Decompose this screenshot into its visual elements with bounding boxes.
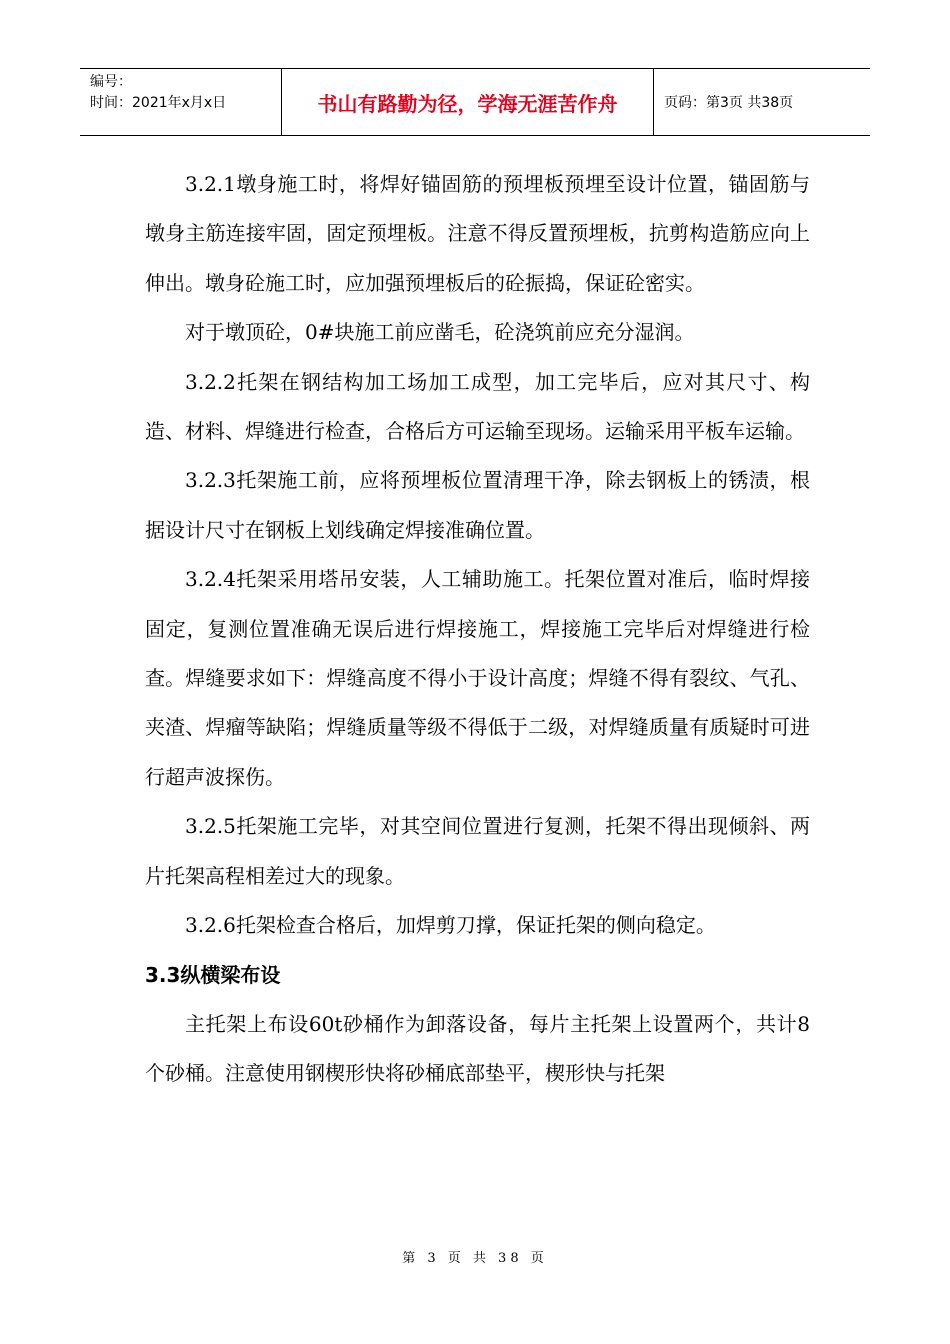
paragraph-3-2-4: 3.2.4托架采用塔吊安装，人工辅助施工。托架位置对准后，临时焊接固定，复测位置准确无误后进行焊接施工，焊接施工完毕后对焊缝进行检查。焊缝要求如下：焊缝高度不得小于设计高度；焊缝不得有裂纹、气孔、夹渣、焊瘤等缺陷；焊缝质量等级不得低于二级，对焊缝质量有质疑时可进行超声波探伤。 [145,567,810,789]
paragraph-3-2-1: 3.2.1墩身施工时，将焊好锚固筋的预埋板预埋至设计位置，锚固筋与墩身主筋连接牢固，固定预埋板。注意不得反置预埋板，抗剪构造筋应向上伸出。墩身砼施工时，应加强预埋板后的砼振捣，保证砼密实。 [145,172,810,295]
document-time-label: 时间：2021年x月x日 [90,95,227,111]
paragraph-pier-top: 对于墩顶砼，0#块施工前应凿毛，砼浇筑前应充分湿润。 [185,320,695,345]
header-left-cell [80,69,282,135]
paragraph-sand-barrels: 主托架上布设60t砂桶作为卸落设备，每片主托架上设置两个，共计8个砂桶。注意使用钢楔形快将砂桶底部垫平，楔形快与托架 [145,1011,810,1086]
paragraph-3-2-5: 3.2.5托架施工完毕，对其空间位置进行复测，托架不得出现倾斜、两片托架高程相差过大的现象。 [145,814,810,888]
header-page-info: 页码：第3页 共38页 [664,95,794,111]
page-footer: 第 3 页 共 38 页 [402,1251,548,1266]
paragraph-3-2-2: 3.2.2托架在钢结构加工场加工成型，加工完毕后，应对其尺寸、构造、材料、焊缝进行检查，合格后方可运输至现场。运输采用平板车运输。 [145,369,810,444]
paragraph-3-2-3: 3.2.3托架施工前，应将预埋板位置清理干净，除去钢板上的锈渍，根据设计尺寸在钢板上划线确定焊接准确位置。 [145,468,810,542]
page-header [80,68,870,136]
paragraph-3-2-6: 3.2.6托架检查合格后，加焊剪刀撑，保证托架的侧向稳定。 [185,913,716,938]
section-heading-3-3: 3.3纵横梁布设 [145,962,281,987]
document-body [145,160,810,1099]
header-motto: 书山有路勤为径，学海无涯苦作舟 [282,69,654,135]
document-number-label: 编号： [90,74,132,90]
